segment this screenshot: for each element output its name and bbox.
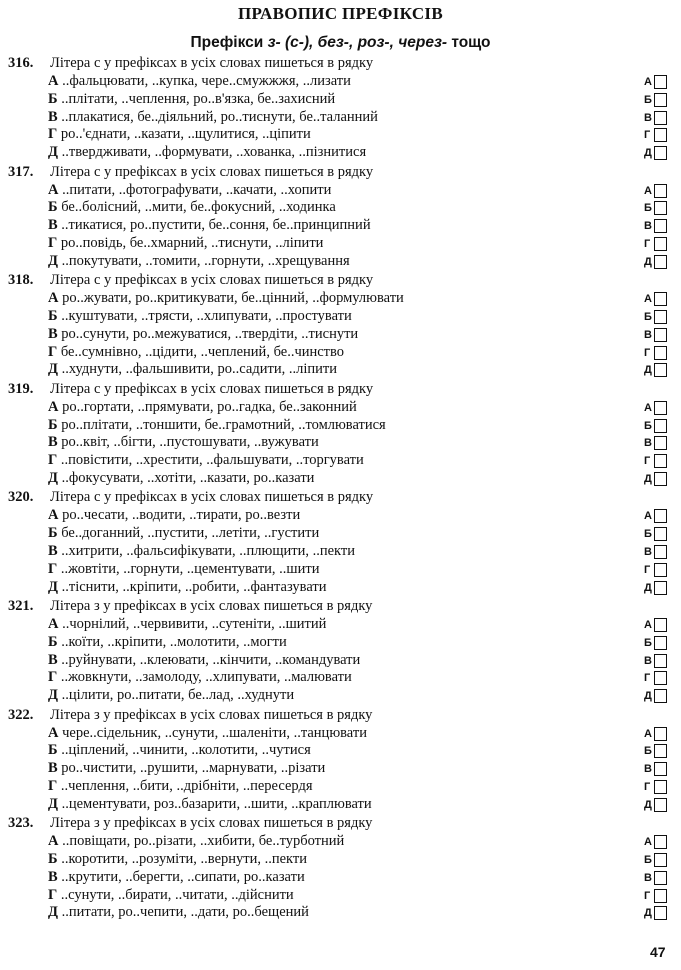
- checkbox-letter: Г: [644, 346, 651, 359]
- answer-checkbox[interactable]: [644, 853, 668, 867]
- option-text: ..крутити, ..берегти, ..сипати, ро..казати: [61, 868, 305, 885]
- option-text: ..фокусувати, ..хотіти, ..казати, ро..казати: [61, 469, 315, 486]
- option-text: ро..'єднати, ..казати, ..щулитися, ..ціпити: [60, 126, 311, 143]
- task-question: [8, 54, 373, 72]
- answer-checkbox[interactable]: [644, 310, 668, 324]
- task-question: [8, 488, 373, 506]
- answer-checkbox[interactable]: [644, 454, 668, 468]
- option-letter: Б: [48, 742, 58, 759]
- option-text: ..питати, ро..чепити, ..дати, ро..бещений: [61, 904, 309, 921]
- checkbox-letter: Б: [644, 419, 652, 432]
- answer-checkbox[interactable]: [644, 762, 668, 776]
- checkbox-letter: Б: [644, 745, 652, 758]
- answer-checkbox[interactable]: [644, 472, 668, 486]
- option-letter: Д: [48, 144, 58, 161]
- checkbox-square[interactable]: [654, 581, 667, 595]
- subtitle-prefix: Префікси: [190, 34, 268, 51]
- task-question: [8, 271, 373, 289]
- task-question-text: Літера с у префіксах в усіх словах пишеться в рядку: [50, 380, 374, 397]
- page-title: ПРАВОПИС ПРЕФІКСІВ: [238, 4, 443, 23]
- checkbox-square[interactable]: [654, 292, 667, 306]
- checkbox-letter: Г: [644, 129, 651, 142]
- checkbox-letter: В: [644, 437, 652, 450]
- checkbox-square[interactable]: [654, 563, 667, 577]
- option-letter: Г: [48, 234, 58, 251]
- option-letter: Б: [48, 525, 58, 542]
- option-text: ..покутувати, ..томити, ..горнути, ..хрещування: [61, 252, 350, 269]
- checkbox-letter: Д: [644, 581, 652, 594]
- answer-option: [48, 686, 294, 704]
- checkbox-letter: Д: [644, 364, 652, 377]
- checkbox-letter: А: [644, 293, 652, 306]
- option-text: ..твердживати, ..формувати, ..хованка, ..пізнитися: [61, 144, 367, 161]
- option-letter: Д: [48, 361, 58, 378]
- answer-option: [48, 886, 294, 904]
- task-question-text: Літера с у префіксах в усіх словах пишеться в рядку: [50, 163, 374, 180]
- checkbox-square[interactable]: [654, 727, 667, 741]
- option-letter: Д: [48, 578, 58, 595]
- checkbox-letter: А: [644, 619, 652, 631]
- answer-option: [48, 433, 319, 451]
- answer-checkbox[interactable]: [644, 671, 668, 685]
- option-text: ..жовтіти, ..горнути, ..цементувати, ..шити: [60, 560, 320, 577]
- option-text: ро..гортати, ..прямувати, ро..гадка, бе..законний: [62, 398, 357, 415]
- checkbox-square[interactable]: [654, 201, 667, 215]
- checkbox-square[interactable]: [654, 310, 667, 324]
- option-text: чере..сідельник, ..сунути, ..шаленіти, ..танцювати: [62, 724, 367, 741]
- task-block: [8, 271, 678, 379]
- option-letter: В: [48, 108, 58, 125]
- option-text: ..коїти, ..кріпити, ..молотити, ..могти: [61, 633, 287, 650]
- option-letter: Д: [48, 795, 58, 812]
- checkbox-letter: А: [644, 836, 652, 849]
- option-text: ..ціплений, ..чинити, ..колотити, ..чутися: [61, 742, 311, 759]
- answer-checkbox[interactable]: [644, 581, 668, 595]
- answer-checkbox[interactable]: [644, 798, 668, 812]
- option-letter: В: [48, 325, 58, 342]
- checkbox-square[interactable]: [654, 436, 667, 450]
- answer-option: [48, 868, 305, 886]
- checkbox-letter: Д: [644, 472, 652, 485]
- checkbox-letter: В: [644, 220, 652, 233]
- option-text: ро..квіт, ..бігти, ..пустошувати, ..вужувати: [61, 434, 319, 451]
- answer-option: [48, 143, 366, 161]
- task-block: [8, 706, 678, 814]
- option-letter: Г: [48, 669, 58, 686]
- task-number: 321.: [8, 598, 34, 614]
- checkbox-square[interactable]: [654, 509, 667, 523]
- option-text: ро..чесати, ..водити, ..тирати, ро..везти: [62, 507, 301, 524]
- answer-checkbox[interactable]: [644, 744, 668, 758]
- answer-checkbox[interactable]: [644, 906, 668, 920]
- answer-option: [48, 72, 351, 90]
- checkbox-square[interactable]: [654, 871, 667, 885]
- task-question-text: Літера з у префіксах в усіх словах пишеться в рядку: [50, 598, 373, 614]
- task-question: [8, 814, 372, 832]
- answer-checkbox[interactable]: [644, 346, 668, 360]
- checkbox-square[interactable]: [654, 835, 667, 849]
- answer-checkbox[interactable]: [644, 363, 668, 377]
- option-text: ро..повідь, бе..хмарний, ..тиснути, ..ліпити: [60, 234, 324, 251]
- checkbox-square[interactable]: [654, 255, 667, 269]
- answer-option: [48, 416, 386, 434]
- checkbox-square[interactable]: [654, 545, 667, 559]
- answer-checkbox[interactable]: [644, 689, 668, 703]
- answer-option: [48, 741, 311, 759]
- checkbox-letter: Б: [644, 93, 652, 106]
- answer-checkbox[interactable]: [644, 727, 668, 741]
- checkbox-letter: А: [644, 510, 652, 523]
- answer-checkbox[interactable]: [644, 780, 668, 794]
- answer-option: [48, 524, 319, 542]
- option-text: ..цементувати, роз..базарити, ..шити, ..краплювати: [61, 795, 372, 812]
- checkbox-square[interactable]: [654, 671, 667, 685]
- checkbox-square[interactable]: [654, 75, 667, 89]
- checkbox-letter: Д: [644, 255, 652, 268]
- checkbox-square[interactable]: [654, 853, 667, 867]
- checkbox-letter: Б: [644, 310, 652, 323]
- option-letter: Б: [48, 307, 58, 324]
- checkbox-letter: В: [644, 545, 652, 558]
- task-number: 318.: [8, 272, 34, 289]
- option-text: ро..чистити, ..рушити, ..марнувати, ..різати: [61, 760, 326, 777]
- answer-checkbox[interactable]: [644, 563, 668, 577]
- checkbox-letter: Б: [644, 202, 652, 215]
- task-block: [8, 597, 678, 705]
- task-number: 316.: [8, 55, 34, 71]
- answer-option: [48, 216, 371, 234]
- option-text: ..цілити, ро..питати, бе..лад, ..худнути: [61, 687, 295, 704]
- answer-option: [48, 759, 325, 777]
- task-number: 317.: [8, 163, 34, 180]
- checkbox-letter: А: [644, 401, 652, 414]
- option-letter: Б: [48, 199, 58, 216]
- option-text: ..тикатися, ро..пустити, бе..соння, бе..принципний: [61, 217, 371, 234]
- option-letter: Д: [48, 904, 58, 921]
- checkbox-letter: Д: [644, 907, 652, 920]
- answer-option: [48, 307, 352, 325]
- answer-checkbox[interactable]: [644, 889, 668, 903]
- checkbox-square[interactable]: [654, 889, 667, 903]
- checkbox-square[interactable]: [654, 346, 667, 360]
- answer-checkbox[interactable]: [644, 419, 668, 433]
- answer-option: [48, 125, 311, 143]
- answer-checkbox[interactable]: [644, 509, 668, 523]
- answer-checkbox[interactable]: [644, 436, 668, 450]
- answer-checkbox[interactable]: [644, 219, 668, 233]
- answer-option: [48, 615, 326, 633]
- option-letter: В: [48, 760, 58, 777]
- task-number: 320.: [8, 489, 34, 506]
- answer-option: [48, 108, 378, 126]
- checkbox-letter: А: [644, 76, 652, 88]
- checkbox-square[interactable]: [654, 527, 667, 541]
- option-text: ро..сунути, ро..межуватися, ..твердіти, ..тиснути: [61, 325, 359, 342]
- checkbox-square[interactable]: [654, 146, 667, 160]
- answer-option: [48, 451, 364, 469]
- checkbox-letter: Г: [644, 237, 651, 250]
- option-text: ..питати, ..фотографувати, ..качати, ..хопити: [62, 181, 332, 198]
- checkbox-letter: Д: [644, 147, 652, 160]
- task-number: 319.: [8, 380, 34, 397]
- checkbox-square[interactable]: [654, 401, 667, 415]
- task-number: 322.: [8, 706, 34, 723]
- answer-option: [48, 850, 307, 868]
- checkbox-letter: Б: [644, 853, 652, 866]
- answer-checkbox[interactable]: [644, 545, 668, 559]
- option-text: ..тіснити, ..кріпити, ..робити, ..фантазувати: [61, 578, 327, 595]
- task-number: 323.: [8, 815, 34, 832]
- checkbox-letter: Г: [644, 563, 651, 576]
- option-letter: Б: [48, 850, 58, 867]
- option-text: ..чорнілий, ..червивити, ..сутеніти, ..шитий: [62, 616, 327, 632]
- answer-option: [48, 795, 372, 813]
- option-letter: В: [48, 868, 58, 885]
- checkbox-square[interactable]: [654, 654, 667, 668]
- checkbox-square[interactable]: [654, 618, 667, 632]
- answer-checkbox[interactable]: [644, 75, 668, 89]
- option-text: ..куштувати, ..трясти, ..хлипувати, ..простувати: [61, 307, 352, 324]
- checkbox-letter: Б: [644, 528, 652, 541]
- checkbox-square[interactable]: [654, 762, 667, 776]
- option-letter: Б: [48, 416, 58, 433]
- answer-checkbox[interactable]: [644, 871, 668, 885]
- option-text: ..чеплення, ..бити, ..дрібніти, ..пересердя: [60, 777, 313, 794]
- checkbox-letter: Г: [644, 889, 651, 902]
- checkbox-letter: В: [644, 871, 652, 884]
- checkbox-square[interactable]: [654, 363, 667, 377]
- subtitle-prefixes: з- (с-), без-, роз-, через-: [267, 34, 448, 51]
- option-text: ..повістити, ..хрестити, ..фальшувати, ..торгувати: [60, 452, 364, 469]
- checkbox-square[interactable]: [654, 454, 667, 468]
- checkbox-square[interactable]: [654, 419, 667, 433]
- task-block: [8, 380, 678, 488]
- option-letter: А: [48, 398, 59, 415]
- answer-option: [48, 633, 287, 651]
- answer-option: [48, 343, 344, 361]
- option-letter: А: [48, 724, 59, 741]
- answer-checkbox[interactable]: [644, 201, 668, 215]
- task-question-text: Літера с у префіксах в усіх словах пишеться в рядку: [50, 55, 374, 71]
- option-letter: Г: [48, 343, 58, 360]
- checkbox-letter: В: [644, 654, 652, 667]
- answer-option: [48, 777, 313, 795]
- answer-checkbox[interactable]: [644, 292, 668, 306]
- answer-checkbox[interactable]: [644, 237, 668, 251]
- option-text: ..плакатися, бе..діяльний, ро..тиснути, бе..таланний: [61, 108, 378, 125]
- option-letter: Д: [48, 469, 58, 486]
- checkbox-square[interactable]: [654, 328, 667, 342]
- answer-checkbox[interactable]: [644, 328, 668, 342]
- answer-option: [48, 542, 355, 560]
- checkbox-letter: Д: [644, 690, 652, 703]
- option-letter: В: [48, 434, 58, 451]
- option-letter: Д: [48, 687, 58, 704]
- option-text: ро..плітати, ..тоншити, бе..грамотний, ..томлюватися: [61, 416, 386, 433]
- checkbox-letter: В: [644, 763, 652, 776]
- answer-checkbox[interactable]: [644, 618, 668, 632]
- option-text: бе..сумнівно, ..цідити, ..чеплений, бе..чинство: [60, 343, 345, 360]
- checkbox-square[interactable]: [654, 111, 667, 125]
- answer-option: [48, 578, 326, 596]
- answer-option: [48, 832, 344, 850]
- checkbox-letter: А: [644, 727, 652, 740]
- option-letter: Г: [48, 777, 58, 794]
- answer-checkbox[interactable]: [644, 636, 668, 650]
- answer-option: [48, 560, 319, 578]
- checkbox-letter: Б: [644, 636, 652, 649]
- answer-checkbox[interactable]: [644, 93, 668, 107]
- answer-option: [48, 198, 336, 216]
- answer-option: [48, 90, 335, 108]
- option-letter: Г: [48, 126, 58, 143]
- option-text: ..хитрити, ..фальсифікувати, ..плющити, ..пекти: [61, 542, 355, 559]
- checkbox-square[interactable]: [654, 689, 667, 703]
- answer-checkbox[interactable]: [644, 527, 668, 541]
- checkbox-square[interactable]: [654, 237, 667, 251]
- task-question: [8, 163, 373, 181]
- answer-option: [48, 289, 404, 307]
- option-letter: В: [48, 217, 58, 234]
- task-question-text: Літера з у префіксах в усіх словах пишеться в рядку: [50, 815, 373, 832]
- answer-option: [48, 234, 323, 252]
- answer-option: [48, 360, 337, 378]
- option-letter: А: [48, 616, 59, 632]
- checkbox-letter: Г: [644, 672, 651, 685]
- option-text: ..худнути, ..фальшивити, ро..садити, ..ліпити: [61, 361, 337, 378]
- answer-checkbox[interactable]: [644, 146, 668, 160]
- answer-checkbox[interactable]: [644, 111, 668, 125]
- option-letter: Б: [48, 633, 58, 650]
- option-text: ..руйнувати, ..клеювати, ..кінчити, ..командувати: [61, 651, 361, 668]
- answer-option: [48, 181, 331, 199]
- option-text: ро..жувати, ро..критикувати, бе..цінний, ..формулювати: [62, 290, 404, 307]
- option-text: ..плітати, ..чеплення, ро..в'язка, бе..захисний: [61, 90, 336, 107]
- checkbox-square[interactable]: [654, 219, 667, 233]
- checkbox-square[interactable]: [654, 472, 667, 486]
- task-block: [8, 488, 678, 596]
- option-letter: Г: [48, 886, 58, 903]
- checkbox-letter: В: [644, 328, 652, 341]
- answer-option: [48, 469, 314, 487]
- option-text: бе..болісний, ..мити, бе..фокусний, ..ходинка: [61, 199, 336, 216]
- option-letter: А: [48, 181, 59, 198]
- task-block: [8, 814, 678, 922]
- answer-checkbox[interactable]: [644, 184, 668, 198]
- task-block: [8, 54, 678, 162]
- option-letter: Д: [48, 252, 58, 269]
- option-text: ..повіщати, ро..різати, ..хибити, бе..турботний: [62, 833, 345, 850]
- task-question: [8, 597, 372, 615]
- option-text: бе..доганний, ..пустити, ..летіти, ..густити: [61, 525, 320, 542]
- answer-checkbox[interactable]: [644, 654, 668, 668]
- answer-option: [48, 398, 357, 416]
- checkbox-square[interactable]: [654, 128, 667, 142]
- answer-option: [48, 325, 358, 343]
- answer-option: [48, 903, 309, 921]
- option-letter: А: [48, 507, 59, 524]
- checkbox-square[interactable]: [654, 744, 667, 758]
- page-number: 47: [650, 944, 666, 960]
- answer-checkbox[interactable]: [644, 128, 668, 142]
- option-letter: А: [48, 290, 59, 307]
- checkbox-letter: В: [644, 111, 652, 124]
- option-letter: Г: [48, 452, 58, 469]
- option-letter: В: [48, 542, 58, 559]
- answer-option: [48, 651, 360, 669]
- option-text: ..коротити, ..розуміти, ..вернути, ..пекти: [61, 850, 308, 867]
- answer-option: [48, 252, 350, 270]
- checkbox-square[interactable]: [654, 780, 667, 794]
- answer-option: [48, 668, 352, 686]
- checkbox-square[interactable]: [654, 798, 667, 812]
- answer-checkbox[interactable]: [644, 255, 668, 269]
- option-letter: Б: [48, 90, 58, 107]
- answer-option: [48, 724, 367, 742]
- option-text: ..сунути, ..бирати, ..читати, ..дійснити: [60, 886, 294, 903]
- option-text: ..фальцювати, ..купка, чере..смужжжя, ..лизати: [62, 73, 351, 89]
- option-letter: А: [48, 73, 59, 89]
- task-question-text: Літера з у префіксах в усіх словах пишеться в рядку: [50, 706, 373, 723]
- task-question: [8, 706, 372, 724]
- checkbox-letter: Г: [644, 455, 651, 468]
- section-subtitle: [0, 34, 681, 52]
- checkbox-square[interactable]: [654, 636, 667, 650]
- option-letter: В: [48, 651, 58, 668]
- task-block: [8, 163, 678, 271]
- option-letter: Г: [48, 560, 58, 577]
- checkbox-square[interactable]: [654, 93, 667, 107]
- answer-checkbox[interactable]: [644, 401, 668, 415]
- checkbox-letter: Г: [644, 780, 651, 793]
- checkbox-square[interactable]: [654, 906, 667, 920]
- answer-checkbox[interactable]: [644, 835, 668, 849]
- checkbox-letter: А: [644, 184, 652, 197]
- checkbox-letter: Д: [644, 798, 652, 811]
- option-text: ..жовкнути, ..замолоду, ..хлипувати, ..малювати: [60, 669, 352, 686]
- task-question-text: Літера с у префіксах в усіх словах пишеться в рядку: [50, 272, 374, 289]
- task-question: [8, 380, 373, 398]
- answer-option: [48, 506, 300, 524]
- task-question-text: Літера с у префіксах в усіх словах пишеться в рядку: [50, 489, 374, 506]
- checkbox-square[interactable]: [654, 184, 667, 198]
- option-letter: А: [48, 833, 59, 850]
- subtitle-suffix: тощо: [447, 34, 491, 51]
